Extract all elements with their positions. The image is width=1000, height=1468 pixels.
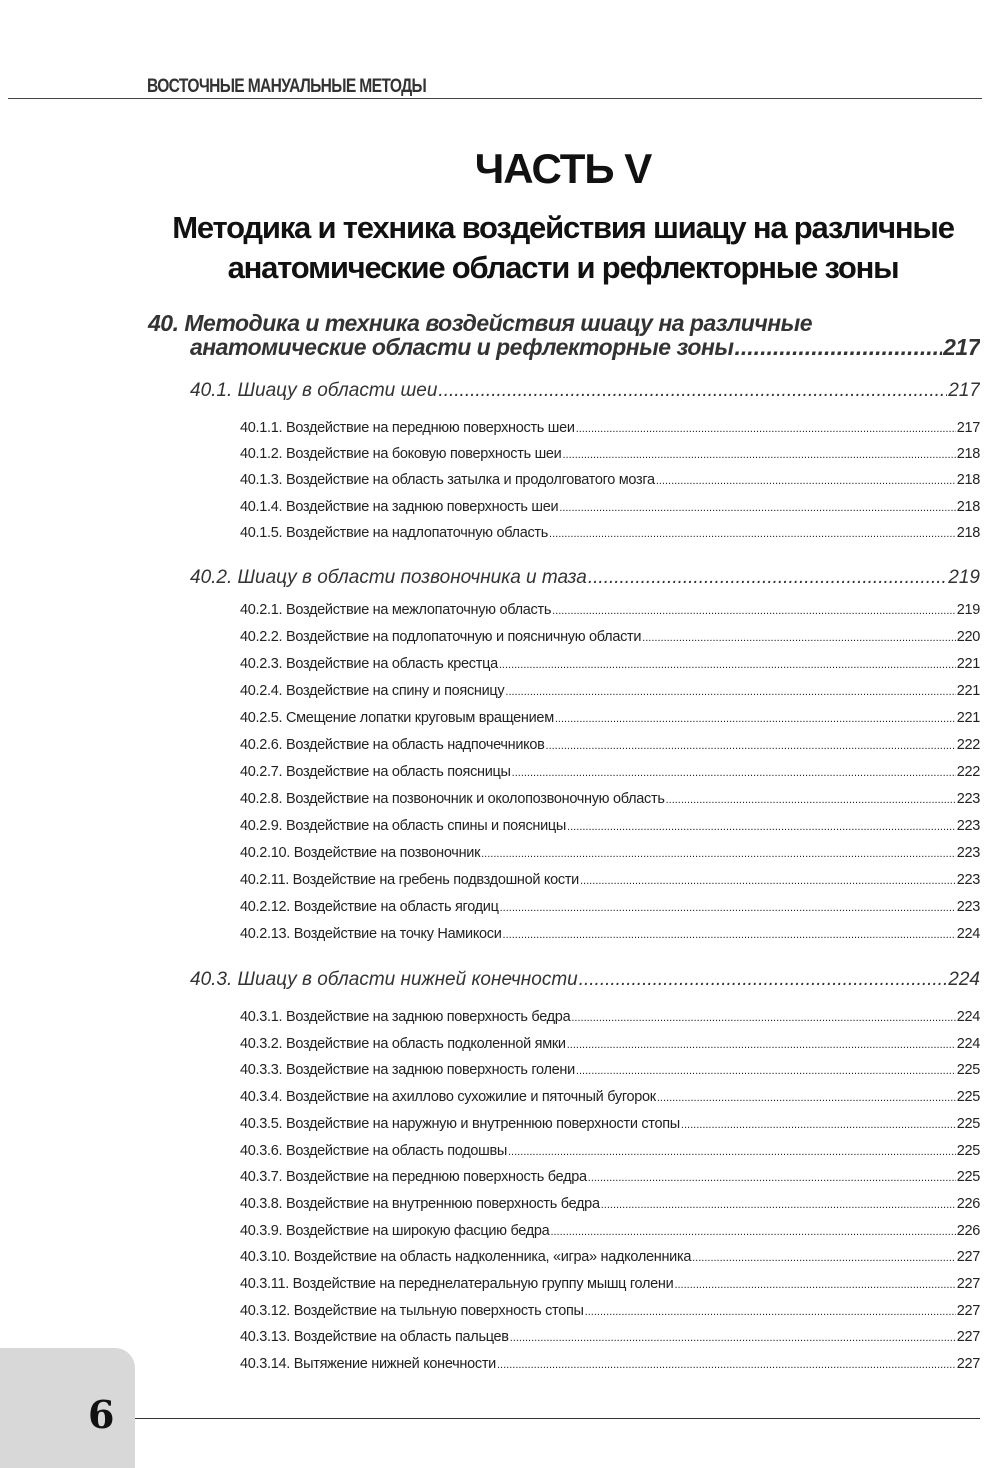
page-number: 223 — [956, 872, 980, 888]
entry-title: 40.2.9. Воздействие на область спины и поясницы — [240, 818, 567, 834]
page-number: 217 — [948, 380, 980, 401]
dot-leader — [735, 334, 943, 361]
page-number: 224 — [948, 969, 980, 990]
dot-leader — [546, 740, 956, 752]
entry-title: 40.2.11. Воздействие на гребень подвздошной кости — [240, 872, 579, 888]
page-number: 222 — [956, 764, 980, 780]
entry-title: 40.2.4. Воздействие на спину и поясницу — [240, 683, 505, 699]
dot-leader — [666, 794, 956, 806]
entry-title: 40.2.13. Воздействие на точку Намикоси — [240, 926, 502, 942]
entry-title: 40.3. Шиацу в области нижней конечности — [190, 969, 578, 990]
page-number-tab — [0, 1348, 135, 1468]
page-number: 224 — [956, 1009, 980, 1025]
page-number: 224 — [956, 1035, 980, 1052]
entry-title: 40.2.12. Воздействие на область ягодиц — [240, 899, 499, 915]
entry-title: 40.3.7. Воздействие на переднюю поверхность бедра — [240, 1169, 587, 1186]
entry-title: 40.3.5. Воздействие на наружную и внутреннюю поверхности стопы — [240, 1115, 680, 1132]
toc-item[interactable] — [240, 1223, 980, 1239]
dot-leader — [555, 713, 956, 725]
entry-title: 40.3.4. Воздействие на ахиллово сухожилие и пяточный бугорок — [240, 1089, 656, 1106]
toc-item[interactable] — [240, 420, 980, 436]
toc-item[interactable] — [240, 1249, 980, 1265]
entry-title: 40.2.8. Воздействие на позвоночник и околопозвоночную область — [240, 791, 665, 807]
toc-section[interactable] — [190, 969, 980, 991]
entry-title: 40.2.1. Воздействие на межлопаточную область — [240, 602, 552, 618]
dot-leader — [642, 632, 956, 644]
entry-title: 40.2.10. Воздействие на позвоночник — [240, 845, 481, 861]
page-number: 225 — [956, 1089, 980, 1106]
dot-leader — [567, 1039, 956, 1051]
page-number: 217 — [956, 420, 980, 436]
toc-item[interactable] — [240, 472, 980, 488]
page-number: 221 — [956, 710, 980, 726]
dot-leader — [656, 475, 956, 487]
dot-leader — [512, 767, 956, 779]
toc-item[interactable] — [240, 872, 980, 888]
page-number: 225 — [956, 1169, 980, 1186]
dot-leader — [559, 502, 955, 514]
page-number: 222 — [956, 737, 980, 753]
dot-leader — [681, 1119, 956, 1131]
dot-leader — [508, 1146, 956, 1158]
page-number: 218 — [956, 498, 980, 515]
entry-title: 40.3.2. Воздействие на область подколенной ямки — [240, 1035, 566, 1052]
entry-title: 40.1.2. Воздействие на боковую поверхность шеи — [240, 446, 562, 463]
entry-title: 40.1. Шиацу в области шеи — [190, 380, 438, 401]
dot-leader — [567, 821, 956, 833]
entry-title: 40.3.10. Воздействие на область надколенника, «игра» надколенника — [240, 1249, 692, 1266]
entry-title: 40.3.12. Воздействие на тыльную поверхность стопы — [240, 1302, 584, 1319]
toc-section[interactable] — [190, 380, 980, 402]
dot-leader — [549, 528, 956, 540]
page-number: 223 — [956, 899, 980, 915]
toc-item[interactable] — [240, 1009, 980, 1025]
toc-item[interactable] — [240, 446, 980, 462]
page-number: 223 — [956, 791, 980, 807]
page-number: 227 — [956, 1302, 980, 1319]
entry-title: 40.3.11. Воздействие на переднелатеральную группу мышц голени — [240, 1276, 674, 1292]
page-number: 225 — [956, 1062, 980, 1079]
dot-leader — [588, 567, 947, 589]
dot-leader — [571, 1012, 955, 1024]
dot-leader — [580, 875, 956, 887]
entry-title: 40.3.1. Воздействие на заднюю поверхность бедра — [240, 1009, 571, 1025]
page-number: 227 — [956, 1356, 980, 1373]
entry-title: 40.2.5. Смещение лопатки круговым вращением — [240, 710, 554, 726]
part-subtitle — [150, 208, 976, 288]
dot-leader — [499, 659, 956, 671]
dot-leader — [438, 380, 947, 402]
toc-item[interactable] — [240, 818, 980, 834]
entry-title: 40.1.3. Воздействие на область затылка и продолговатого мозга — [240, 472, 655, 489]
toc-item[interactable] — [240, 629, 980, 645]
part-title: ЧАСТЬ V — [474, 145, 652, 192]
entry-title: 40.3.3. Воздействие на заднюю поверхность голени — [240, 1062, 575, 1079]
toc-item[interactable] — [240, 656, 980, 672]
dot-leader — [550, 1226, 955, 1238]
page-number: 219 — [956, 602, 980, 618]
entry-title: 40.3.6. Воздействие на область подошвы — [240, 1142, 507, 1159]
page-number: 226 — [956, 1195, 980, 1212]
dot-leader — [481, 848, 956, 860]
dot-leader — [510, 1332, 956, 1344]
part-subtitle-line1: Методика и техника воздействия шиацу на различные — [172, 210, 954, 245]
toc-item[interactable] — [240, 1143, 980, 1159]
page-number: 225 — [956, 1115, 980, 1132]
dot-leader — [497, 1359, 956, 1371]
dot-leader — [692, 1252, 956, 1264]
entry-title: 40.3.13. Воздействие на область пальцев — [240, 1329, 509, 1346]
part-subtitle-line2: анатомические области и рефлекторные зоны — [227, 250, 899, 285]
header-rule — [8, 98, 982, 99]
entry-title: 40.3.8. Воздействие на внутреннюю поверхность бедра — [240, 1195, 600, 1212]
dot-leader — [657, 1092, 956, 1104]
page-number: 218 — [956, 472, 980, 489]
page-number: 218 — [956, 446, 980, 463]
toc-item[interactable] — [240, 926, 980, 942]
page-number: 221 — [956, 656, 980, 672]
entry-title: 40.1.4. Воздействие на заднюю поверхность шеи — [240, 498, 559, 515]
toc-item[interactable] — [240, 1036, 980, 1052]
page-number: 227 — [956, 1329, 980, 1346]
toc-item[interactable] — [240, 710, 980, 726]
page-number: 218 — [956, 524, 980, 541]
page-number: 220 — [956, 629, 980, 645]
page-number: 223 — [956, 845, 980, 861]
page-number: 219 — [948, 567, 980, 588]
toc-item[interactable] — [240, 1169, 980, 1185]
page-number: 221 — [956, 683, 980, 699]
entry-title: 40.2.6. Воздействие на область надпочечников — [240, 737, 545, 753]
footer-rule — [135, 1418, 980, 1419]
toc-item[interactable] — [240, 1089, 980, 1105]
page-number: 225 — [956, 1142, 980, 1159]
page-number: 227 — [956, 1276, 980, 1292]
toc-item[interactable] — [240, 525, 980, 541]
page-number: 226 — [956, 1222, 980, 1239]
toc-item[interactable] — [240, 899, 980, 915]
running-header: ВОСТОЧНЫЕ МАНУАЛЬНЫЕ МЕТОДЫ — [147, 76, 427, 97]
page-number: 224 — [956, 926, 980, 942]
toc-item[interactable] — [240, 1196, 980, 1212]
dot-leader — [579, 969, 948, 991]
toc-chapter-40[interactable] — [190, 334, 980, 361]
toc-item[interactable] — [240, 499, 980, 515]
entry-title: 40.3.9. Воздействие на широкую фасцию бедра — [240, 1222, 550, 1239]
entry-title: 40.1.5. Воздействие на надлопаточную область — [240, 524, 549, 541]
toc-item[interactable] — [240, 1116, 980, 1132]
toc-item[interactable] — [240, 764, 980, 780]
toc-item[interactable] — [240, 845, 980, 861]
toc-item[interactable] — [240, 602, 980, 618]
dot-leader — [562, 449, 955, 461]
dot-leader — [576, 1065, 956, 1077]
page-number: 227 — [956, 1249, 980, 1266]
dot-leader — [576, 423, 956, 435]
chapter-title-line2: анатомические области и рефлекторные зоны — [190, 334, 734, 360]
folio: 6 — [88, 1392, 115, 1437]
entry-title: 40.2. Шиацу в области позвоночника и таза — [190, 567, 587, 588]
entry-title: 40.3.14. Вытяжение нижней конечности — [240, 1356, 496, 1373]
page-number: 223 — [956, 818, 980, 834]
toc-item[interactable] — [240, 1303, 980, 1319]
toc-item[interactable] — [240, 1356, 980, 1372]
entry-title: 40.2.2. Воздействие на подлопаточную и поясничную области — [240, 629, 642, 645]
page-number: 217 — [943, 334, 980, 360]
dot-leader — [503, 929, 956, 941]
dot-leader — [674, 1279, 955, 1291]
toc-item[interactable] — [240, 1329, 980, 1345]
toc-item[interactable] — [240, 737, 980, 753]
entry-title: 40.1.1. Воздействие на переднюю поверхность шеи — [240, 420, 575, 436]
toc-item[interactable] — [240, 683, 980, 699]
toc-item[interactable] — [240, 791, 980, 807]
dot-leader — [588, 1172, 956, 1184]
dot-leader — [552, 605, 956, 617]
chapter-40-line1: 40. Методика и техника воздействия шиацу на различные — [148, 310, 813, 336]
dot-leader — [585, 1306, 956, 1318]
toc-section[interactable] — [190, 567, 980, 589]
dot-leader — [601, 1199, 956, 1211]
dot-leader — [500, 902, 956, 914]
entry-title: 40.2.7. Воздействие на область поясницы — [240, 764, 511, 780]
toc-item[interactable] — [240, 1276, 980, 1292]
entry-title: 40.2.3. Воздействие на область крестца — [240, 656, 498, 672]
dot-leader — [505, 686, 955, 698]
toc-item[interactable] — [240, 1062, 980, 1078]
